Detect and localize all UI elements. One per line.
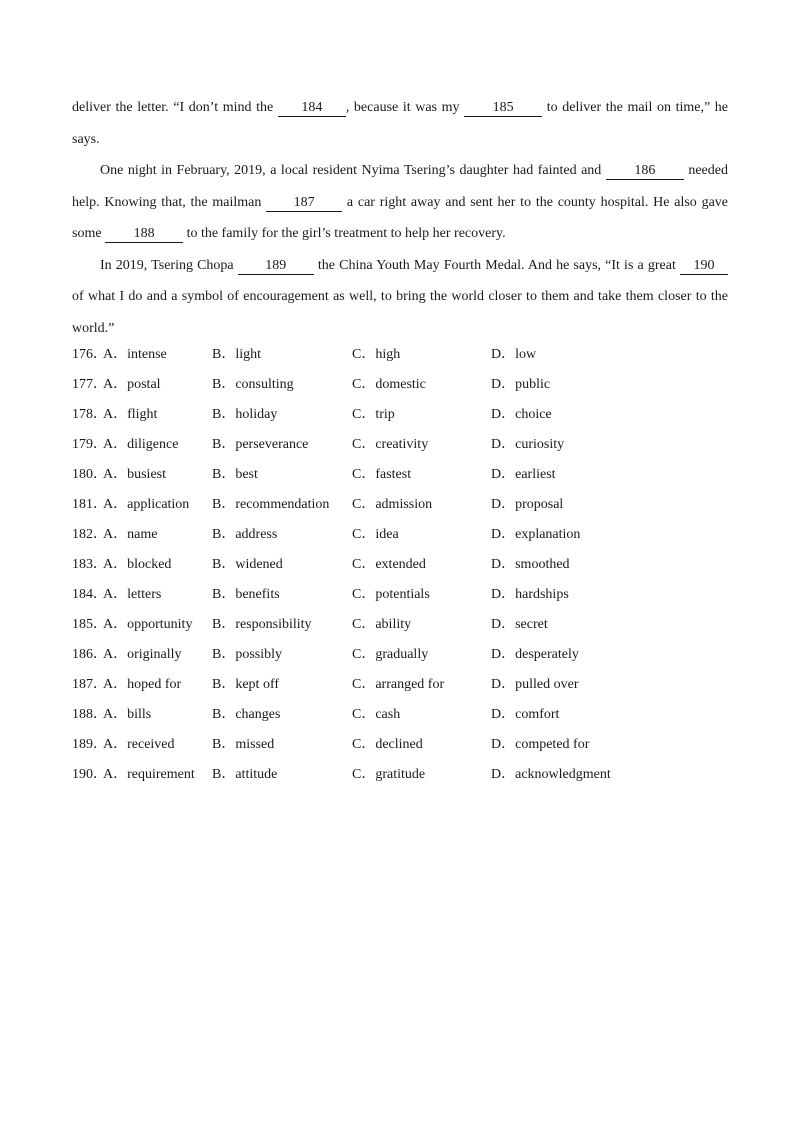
option-a[interactable]: A．letters bbox=[103, 587, 162, 602]
question-row bbox=[72, 432, 728, 462]
option-d[interactable]: D．curiosity bbox=[491, 437, 565, 452]
question-row bbox=[72, 612, 728, 642]
question-row bbox=[72, 732, 728, 762]
option-c[interactable]: C．ability bbox=[352, 617, 412, 632]
option-d[interactable]: D．proposal bbox=[491, 497, 564, 512]
option-a[interactable]: A．blocked bbox=[103, 557, 172, 572]
option-c[interactable]: C．gradually bbox=[352, 647, 429, 662]
option-c[interactable]: C．fastest bbox=[352, 467, 412, 482]
text: deliver the letter. “I don’t mind the bbox=[72, 100, 278, 115]
option-d[interactable]: D．comfort bbox=[491, 707, 560, 722]
option-b[interactable]: B．light bbox=[212, 347, 262, 362]
option-b[interactable]: B．recommendation bbox=[212, 497, 330, 512]
option-d[interactable]: D．smoothed bbox=[491, 557, 570, 572]
option-a[interactable]: A．postal bbox=[103, 377, 161, 392]
question-row bbox=[72, 462, 728, 492]
question-row bbox=[72, 372, 728, 402]
option-b[interactable]: B．holiday bbox=[212, 407, 278, 422]
option-c[interactable]: C．high bbox=[352, 347, 401, 362]
option-b[interactable]: B．possibly bbox=[212, 647, 283, 662]
option-a[interactable]: A．requirement bbox=[103, 767, 195, 782]
question-row bbox=[72, 702, 728, 732]
question-number: 180． bbox=[72, 467, 107, 482]
option-b[interactable]: B．widened bbox=[212, 557, 283, 572]
text: the China Youth May Fourth Medal. And he says, “It is a great bbox=[313, 257, 680, 273]
question-row bbox=[72, 522, 728, 552]
question-row bbox=[72, 582, 728, 612]
option-c[interactable]: C．idea bbox=[352, 527, 399, 542]
text: , because it was my bbox=[345, 100, 465, 115]
question-number: 181． bbox=[72, 497, 107, 512]
question-row bbox=[72, 642, 728, 672]
option-c[interactable]: C．gratitude bbox=[352, 767, 426, 782]
question-number: 184． bbox=[72, 587, 107, 602]
text: a car right away and sent her to the county hospital. He also gave some bbox=[72, 194, 728, 241]
option-b[interactable]: B．kept off bbox=[212, 677, 280, 692]
blank-186: 186 bbox=[606, 163, 684, 180]
option-c[interactable]: C．admission bbox=[352, 497, 433, 512]
option-a[interactable]: A．flight bbox=[103, 407, 158, 422]
option-d[interactable]: D．secret bbox=[491, 617, 548, 632]
option-a[interactable]: A．diligence bbox=[103, 437, 179, 452]
option-a[interactable]: A．hoped for bbox=[103, 677, 182, 692]
blank-188: 188 bbox=[105, 226, 183, 243]
option-d[interactable]: D．low bbox=[491, 347, 537, 362]
question-number: 187． bbox=[72, 677, 107, 692]
question-number: 183． bbox=[72, 557, 107, 572]
question-number: 179． bbox=[72, 437, 107, 452]
question-row bbox=[72, 552, 728, 582]
blank-189: 189 bbox=[238, 258, 314, 275]
question-row bbox=[72, 672, 728, 702]
option-b[interactable]: B．missed bbox=[212, 737, 275, 752]
option-a[interactable]: A．intense bbox=[103, 347, 167, 362]
option-c[interactable]: C．potentials bbox=[352, 587, 430, 602]
option-b[interactable]: B．attitude bbox=[212, 767, 278, 782]
option-b[interactable]: B．consulting bbox=[212, 377, 294, 392]
option-b[interactable]: B．perseverance bbox=[212, 437, 309, 452]
option-c[interactable]: C．extended bbox=[352, 557, 426, 572]
option-d[interactable]: D．hardships bbox=[491, 587, 569, 602]
question-number: 178． bbox=[72, 407, 107, 422]
blank-190: 190 bbox=[680, 258, 728, 275]
question-row bbox=[72, 342, 728, 372]
option-a[interactable]: A．busiest bbox=[103, 467, 166, 482]
option-c[interactable]: C．creativity bbox=[352, 437, 429, 452]
option-d[interactable]: D．explanation bbox=[491, 527, 581, 542]
option-c[interactable]: C．cash bbox=[352, 707, 401, 722]
question-number: 177． bbox=[72, 377, 107, 392]
question-number: 188． bbox=[72, 707, 107, 722]
option-b[interactable]: B．benefits bbox=[212, 587, 280, 602]
text: needed help. Knowing that, the mailman bbox=[72, 163, 728, 210]
question-number: 185． bbox=[72, 617, 107, 632]
text: to the family for the girl’s treatment to help her recovery. bbox=[183, 226, 506, 241]
option-b[interactable]: B．best bbox=[212, 467, 258, 482]
option-d[interactable]: D．earliest bbox=[491, 467, 556, 482]
paragraph-3 bbox=[72, 250, 728, 345]
option-d[interactable]: D．public bbox=[491, 377, 551, 392]
option-b[interactable]: B．responsibility bbox=[212, 617, 312, 632]
text: of what I do and a symbol of encouragement as well, to bring the world closer to them and take them closer to the world.” bbox=[72, 289, 728, 336]
option-d[interactable]: D．acknowledgment bbox=[491, 767, 611, 782]
option-c[interactable]: C．domestic bbox=[352, 377, 426, 392]
question-row bbox=[72, 402, 728, 432]
option-d[interactable]: D．pulled over bbox=[491, 677, 579, 692]
option-d[interactable]: D．desperately bbox=[491, 647, 579, 662]
option-c[interactable]: C．trip bbox=[352, 407, 395, 422]
blank-184: 184 bbox=[278, 100, 346, 117]
text: One night in February, 2019, a local resident Nyima Tsering’s daughter had fainted and bbox=[100, 163, 606, 178]
question-row bbox=[72, 492, 728, 522]
option-b[interactable]: B．address bbox=[212, 527, 278, 542]
paragraph-2 bbox=[72, 155, 728, 250]
question-number: 182． bbox=[72, 527, 107, 542]
option-a[interactable]: A．bills bbox=[103, 707, 152, 722]
question-options-list bbox=[72, 342, 728, 792]
paragraph-1 bbox=[72, 92, 728, 155]
option-c[interactable]: C．arranged for bbox=[352, 677, 445, 692]
option-a[interactable]: A．application bbox=[103, 497, 190, 512]
option-a[interactable]: A．name bbox=[103, 527, 158, 542]
text: to deliver the mail on time,” he says. bbox=[72, 100, 728, 147]
option-d[interactable]: D．choice bbox=[491, 407, 552, 422]
question-row bbox=[72, 762, 728, 792]
option-b[interactable]: B．changes bbox=[212, 707, 281, 722]
question-number: 190． bbox=[72, 767, 107, 782]
option-a[interactable]: A．received bbox=[103, 737, 175, 752]
question-number: 176． bbox=[72, 347, 107, 362]
option-a[interactable]: A．opportunity bbox=[103, 617, 193, 632]
option-c[interactable]: C．declined bbox=[352, 737, 423, 752]
question-number: 186． bbox=[72, 647, 107, 662]
blank-187: 187 bbox=[266, 195, 342, 212]
blank-185: 185 bbox=[464, 100, 542, 117]
option-a[interactable]: A．originally bbox=[103, 647, 182, 662]
passage bbox=[72, 92, 728, 344]
option-d[interactable]: D．competed for bbox=[491, 737, 590, 752]
text: In 2019, Tsering Chopa bbox=[100, 257, 238, 273]
question-number: 189． bbox=[72, 737, 107, 752]
